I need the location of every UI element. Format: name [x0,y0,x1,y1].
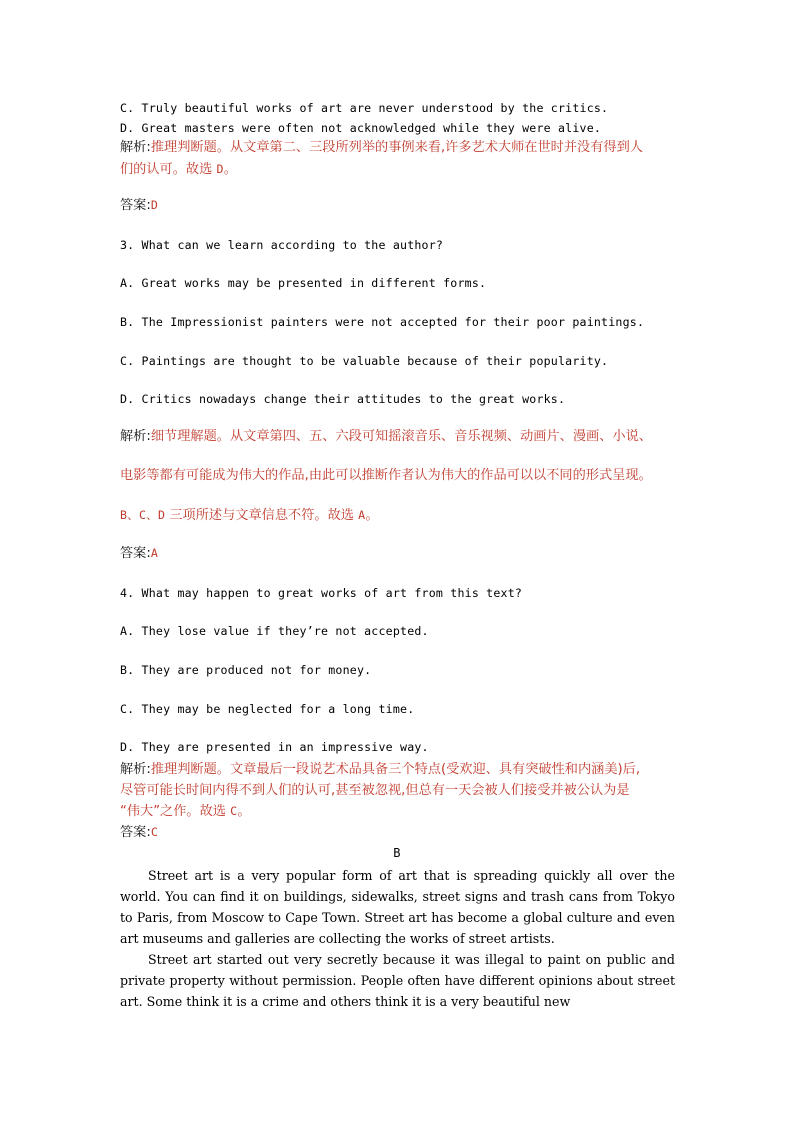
analysis-text: 三项所述与文章信息不符。故选 [165,508,359,523]
passage-heading: B [393,846,401,860]
analysis-text: “伟大”之作。故选 [120,804,231,819]
analysis-text: 推理判断题。从文章第二、三段所列举的事例来看,许多艺术大师在世时并没有得到人 [150,140,643,155]
answer-value: D [150,198,159,212]
q4-question: 4. What may happen to great works of art from this text? [120,586,523,600]
answer-label: 答案: [120,825,151,840]
q3-analysis-line-2 [120,468,652,484]
analysis-text: 推理判断题。文章最后一段说艺术品具备三个特点(受欢迎、具有突破性和内涵美)后, [150,762,641,777]
answer-value: A [150,546,159,560]
analysis-label: 解析: [120,429,151,444]
q3-analysis-line-3 [120,507,379,524]
q2-option-d: D. Great masters were often not acknowledged while they were alive. [120,121,602,135]
analysis-text: 们的认可。故选 [120,162,217,177]
q4-option-a: A. They lose value if they’re not accepted. [120,624,429,638]
analysis-label: 解析: [120,762,151,777]
q3-answer [120,545,158,562]
q3-option-c: C. Paintings are thought to be valuable because of their popularity. [120,354,609,368]
q2-analysis-line-1 [120,140,643,156]
q4-option-d: D. They are presented in an impressive way. [120,740,429,754]
analysis-label: 解析: [120,140,151,155]
analysis-text: 电影等都有可能成为伟大的作品,由此可以推断作者认为伟大的作品可以以不同的形式呈现。 [120,468,652,483]
analysis-text: 尽管可能长时间内得不到人们的认可,甚至被忽视,但总有一天会被人们接受并被公认为是 [120,783,630,798]
q4-option-b: B. They are produced not for money. [120,663,372,677]
answer-label: 答案: [120,546,151,561]
q2-analysis-line-2 [120,161,237,178]
q2-answer [120,197,158,214]
q3-option-b: B. The Impressionist painters were not accepted for their poor paintings. [120,315,645,329]
q4-answer [120,824,158,841]
analysis-text: 细节理解题。从文章第四、五、六段可知摇滚音乐、音乐视频、动画片、漫画、小说、 [150,429,652,444]
q4-analysis-line-1 [120,762,640,778]
q3-question: 3. What can we learn according to the author? [120,238,444,252]
analysis-choice: D [216,162,224,176]
analysis-text: 。 [223,162,237,177]
analysis-text: 。 [365,508,379,523]
analysis-text: 。 [237,804,251,819]
paragraph-text: Street art is a very popular form of art that is spreading quickly all over the world. You can find it on buildings, sidewalks, street signs and trash cans from Tokyo to Paris, from Moscow to Cape Town. Street art has become a global culture and even art museums and galleries are collecting the works of street artists. [120,868,675,946]
answer-value: C [150,825,159,839]
passage-paragraph-2 [120,949,675,1012]
analysis-choice: C [230,804,238,818]
analysis-choice: A [358,508,366,522]
paragraph-text: Street art started out very secretly because it was illegal to paint on public and private property without permission. People often have different opinions about street art. Some think it is a crime and others think it is a very beautiful new [120,952,675,1009]
q2-option-c: C. Truly beautiful works of art are never understood by the critics. [120,101,609,115]
passage-paragraph-1 [120,865,675,949]
q4-option-c: C. They may be neglected for a long time. [120,702,415,716]
q3-option-d: D. Critics nowadays change their attitudes to the great works. [120,392,566,406]
answer-label: 答案: [120,198,151,213]
q4-analysis-line-2 [120,783,630,799]
q3-analysis-line-1 [120,429,652,445]
q4-analysis-line-3 [120,803,251,820]
q3-option-a: A. Great works may be presented in different forms. [120,276,487,290]
analysis-choices: B、C、D [120,508,166,522]
